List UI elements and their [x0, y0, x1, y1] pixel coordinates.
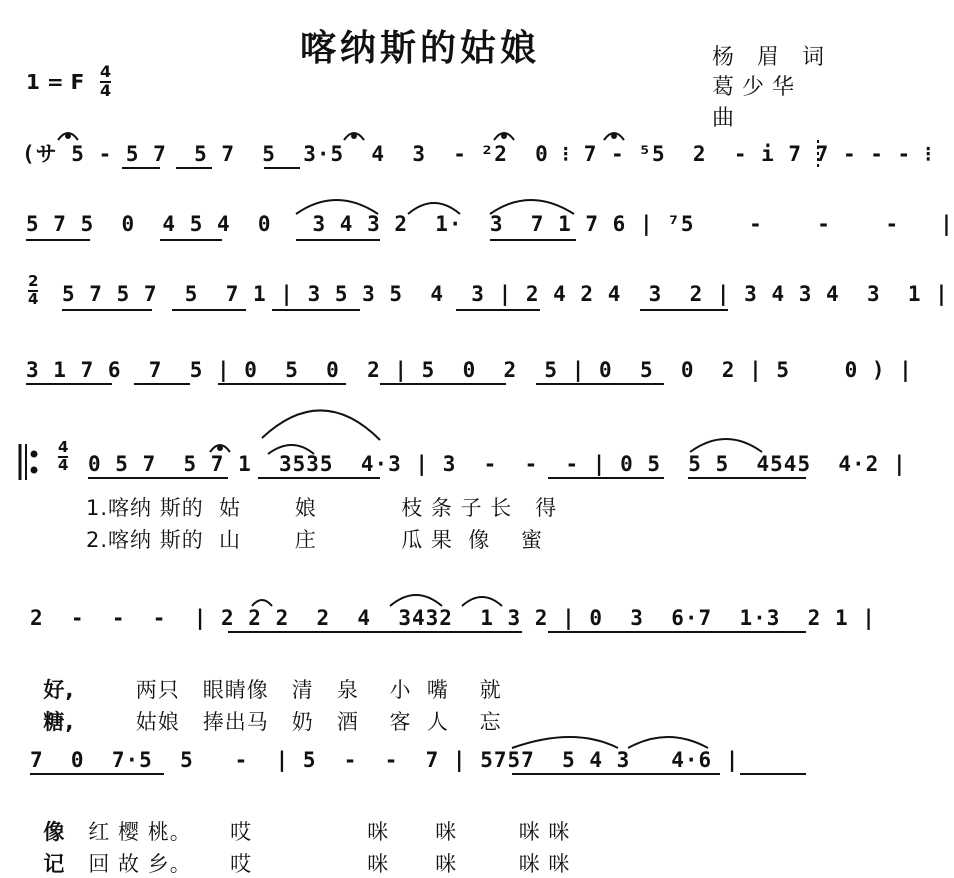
score-line-1: [0, 138, 933, 188]
time-signature: [100, 64, 111, 99]
score-line-3: [0, 272, 949, 332]
lyric-text: 回 故 乡。 哎 咪 咪 咪 咪: [65, 852, 571, 876]
lyric-verse2-line1: 2.喀纳 斯的 山 庄 瓜 果 像 蜜: [86, 528, 543, 552]
lyric-verse2-line2: [28, 682, 868, 736]
score-line-2: [0, 212, 954, 262]
notes-line-7: 7 0 7·5 5 - | 5 - - 7 | 5757 5 4 3 4·6 |: [30, 748, 740, 772]
lyric-verse1-line1: 1.喀纳 斯的 姑 娘 枝 条 子 长 得: [86, 496, 558, 520]
notes-line-3: 5 7 5 7 5 7 1 | 3 5 3 5 4 3 | 2 4 2 4 3 2 | 3 4 3 4 3 1 |: [62, 282, 949, 306]
lyric-lead: 好,: [43, 678, 75, 702]
key-signature: 1 = F: [26, 70, 85, 94]
time-signature-return: [58, 440, 68, 473]
notes-line-5: 0 5 7 5 7 1 3535 4·3 | 3 - - - | 0 5 5 5 4545 4·2 |: [88, 452, 907, 476]
slur: [390, 595, 442, 606]
song-title: 喀纳斯的姑娘: [299, 28, 540, 69]
lyric-text: 红 樱 桃。 哎 咪 咪 咪 咪: [65, 820, 571, 844]
slur: [462, 597, 502, 606]
slur: [628, 737, 708, 748]
score-line-4: [0, 358, 913, 408]
time-return-top: 4: [58, 438, 69, 456]
composer-credit: 葛少华 曲: [712, 75, 803, 131]
lyric-text: 姑娘 捧出马 奶 酒 客 人 忘: [74, 710, 502, 734]
lyric-lead: 糖,: [43, 710, 75, 734]
lyric-text: 两只 眼睛像 清 泉 小 嘴 就: [74, 678, 502, 702]
notes-line-6: 2 - - - | 2 2 2 2 4 3432 1 3 2 | 0 3 6·7 1·3 2 1 |: [30, 606, 876, 630]
slur: [690, 439, 762, 452]
time-signature-bottom: 4: [100, 81, 112, 100]
notes-line-1: (サ 5 - 5 7 5 7 5 3·5 4 3 - ²2 0 ⁝ 7 - ⁵5 2 - i 7 7 - - - ⁝: [22, 142, 933, 166]
lyric-lead: 像: [43, 820, 66, 844]
lyricist-credit: 杨 眉 词: [712, 45, 832, 70]
slur: [262, 410, 380, 440]
time-signature-change: [28, 274, 38, 307]
fermata-dot: [218, 446, 222, 450]
lyric-lead: 记: [43, 852, 66, 876]
notes-line-2: 5 7 5 0 4 5 4 0 3 4 3 2 1· 3 7 1 7 6 | ⁷5 - - - |: [26, 212, 954, 236]
time-signature-top: 4: [100, 62, 112, 81]
slur: [512, 737, 618, 748]
score-line-6: [0, 606, 876, 656]
time-change-bottom: 4: [28, 290, 39, 308]
notes-line-4: 3 1 7 6 7 5 | 0 5 0 2 | 5 0 2 5 | 0 5 0 2 | 5 0 ) |: [26, 358, 913, 382]
time-return-bottom: 4: [58, 456, 69, 474]
time-change-top: 2: [28, 272, 39, 290]
fermata-mark: [210, 445, 230, 452]
score-line-7: [0, 748, 840, 798]
lyric-verse2-line3: [28, 824, 868, 878]
